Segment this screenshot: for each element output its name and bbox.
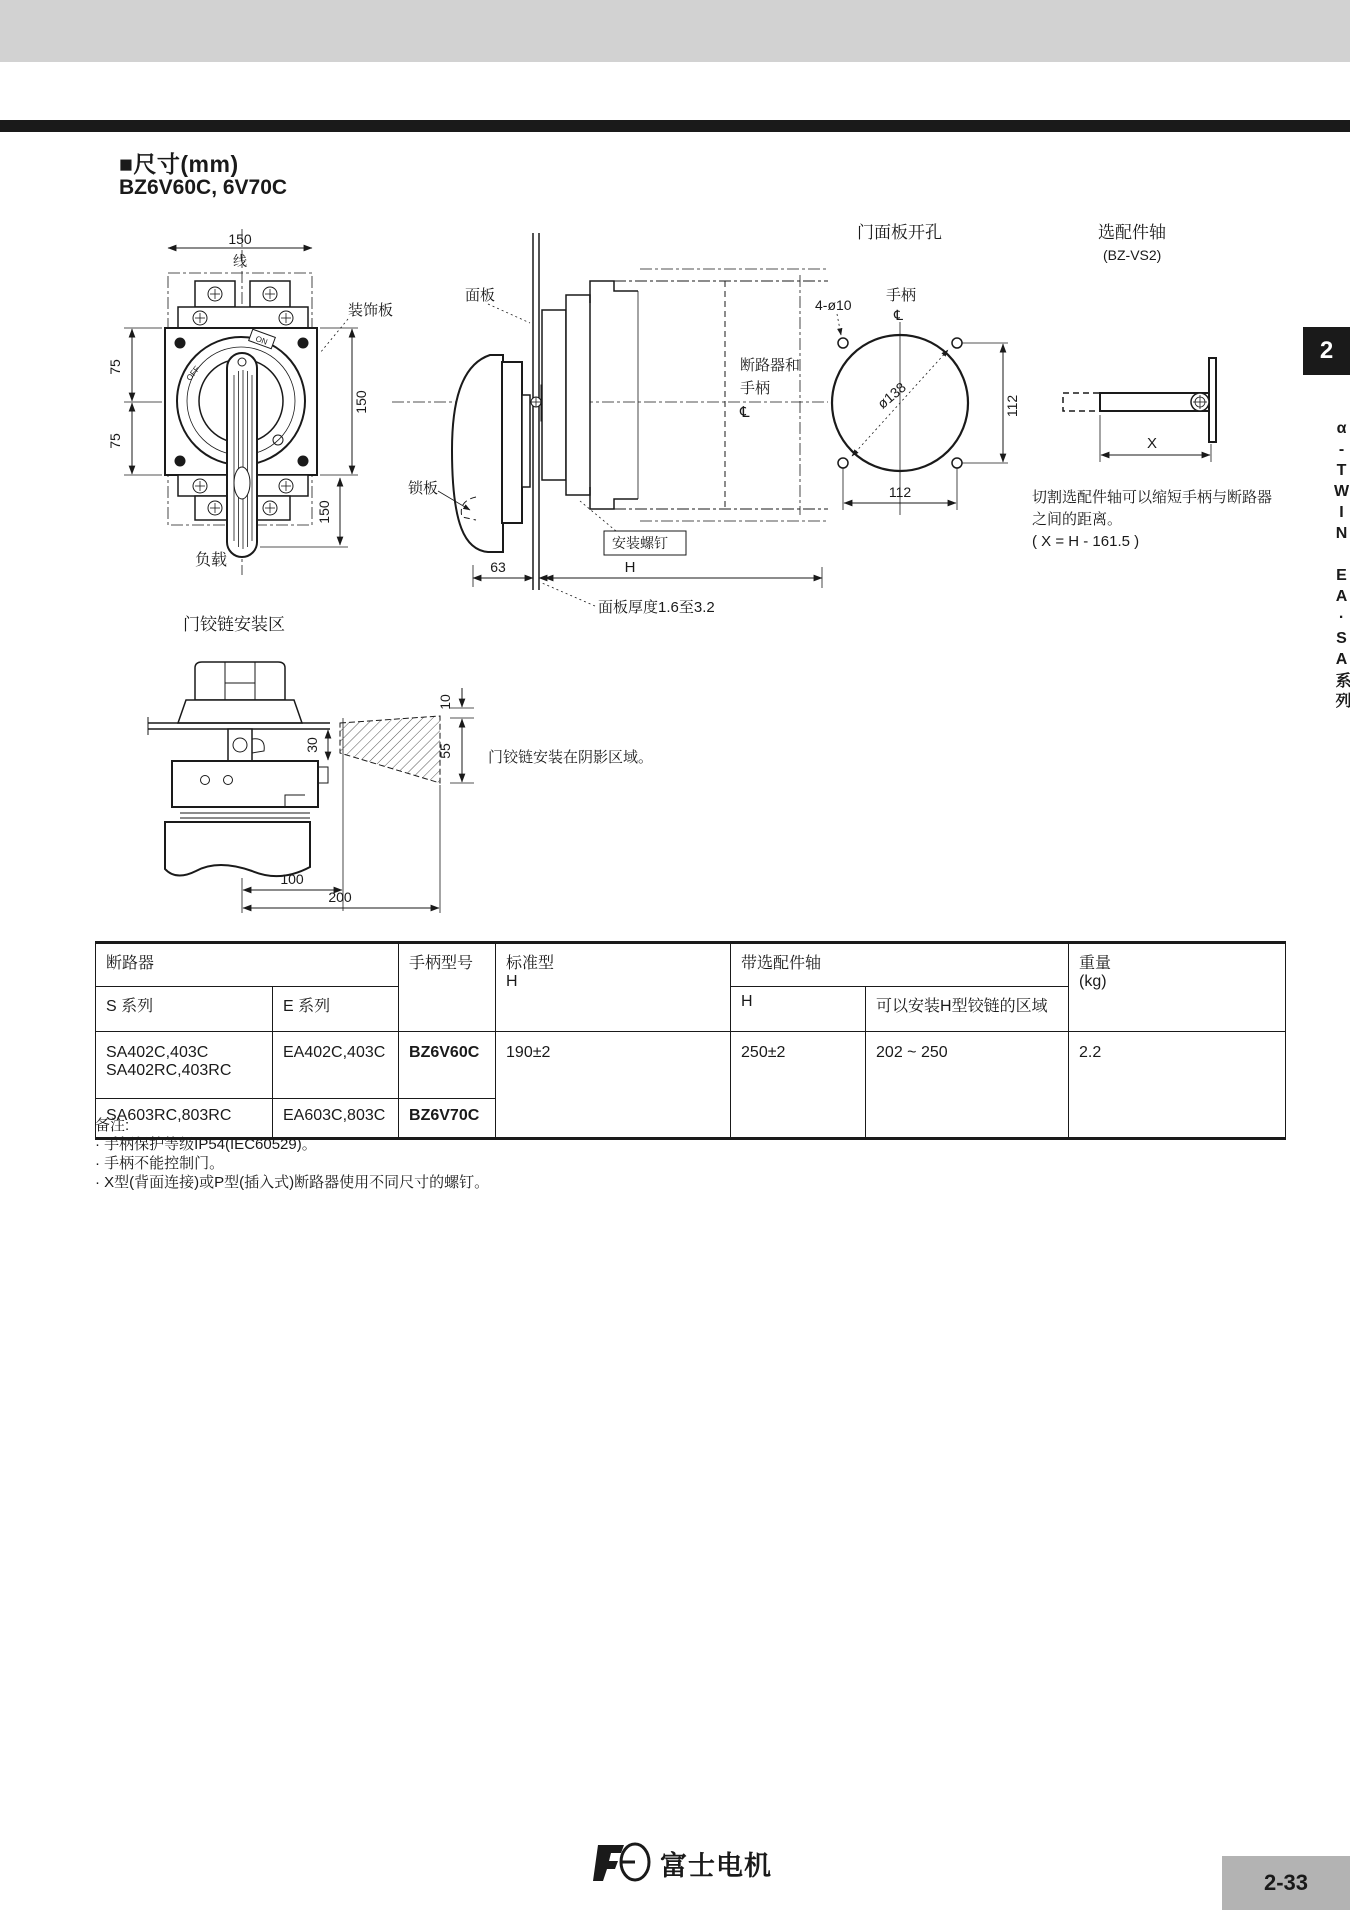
side-dim-h: H: [624, 559, 636, 576]
header-standard: [496, 943, 731, 1032]
header-with-shaft: 带选配件轴: [731, 943, 1069, 987]
header-e-series: E 系列: [273, 987, 399, 1032]
note-item-1: · 手柄保护等级IP54(IEC60529)。: [95, 1136, 317, 1153]
handle-cl-label: 手柄: [886, 287, 917, 304]
breaker-handle-label-2: 手柄: [740, 380, 771, 397]
model-subtitle: BZ6V60C, 6V70C: [119, 176, 288, 199]
holes-label: 4-ø10: [815, 297, 852, 313]
notes-block: [95, 1116, 489, 1192]
front-dim-left-lower: 75: [107, 433, 123, 449]
mount-screw-label: 安装螺钉: [612, 535, 668, 551]
chapter-tab-number: 2: [1319, 337, 1334, 364]
top-gray-band: [0, 0, 1350, 62]
header-weight-label: 重量: [1079, 955, 1112, 972]
front-dim-top: 150: [228, 231, 252, 247]
spec-table: [95, 941, 1286, 1140]
handle-cl-mark: ℄: [894, 307, 903, 323]
breaker-centerline-mark: ℄: [740, 404, 750, 421]
shaft-subtitle: (BZ-VS2): [1103, 247, 1162, 263]
header-standard-h: H: [506, 973, 518, 990]
cell-s-models-1: [96, 1032, 273, 1099]
panel-label: 面板: [465, 287, 496, 304]
lock-plate-label: 锁板: [408, 480, 439, 497]
cell-hinge-range: 202 ~ 250: [866, 1032, 1069, 1139]
front-view-drawing: [100, 225, 430, 585]
cell-handle-1: BZ6V60C: [399, 1032, 496, 1099]
side-view-drawing: [390, 225, 830, 615]
shaft-note-2: 之间的距离。: [1032, 511, 1123, 528]
shaft-title: 选配件轴: [1098, 223, 1166, 242]
chapter-tab: [1303, 327, 1350, 375]
notes-title: 备注:: [95, 1117, 130, 1134]
load-label: 负载: [195, 552, 228, 569]
hinge-dim-55: 55: [437, 743, 453, 759]
page-number: 2-33: [1263, 1870, 1309, 1895]
hinge-dim-100: 100: [280, 871, 304, 887]
header-handle-model: 手柄型号: [399, 943, 496, 1032]
header-s-series: S 系列: [96, 987, 273, 1032]
decorative-plate-label: 装饰板: [348, 302, 394, 319]
cell-e-models-1: EA402C,403C: [273, 1032, 399, 1099]
fuji-logo-icon: [590, 1841, 652, 1885]
header-hinge-range: 可以安装H型铰链的区域: [866, 987, 1069, 1032]
cutout-dim-horizontal: 112: [888, 484, 912, 500]
front-dim-left-upper: 75: [107, 359, 123, 375]
header-weight: [1069, 943, 1286, 1032]
optional-shaft-drawing: [1030, 210, 1290, 560]
hinge-area-drawing: [110, 595, 680, 930]
note-item-2: · 手柄不能控制门。: [95, 1155, 225, 1172]
hinge-dim-30: 30: [304, 737, 320, 753]
cell-standard-h: 190±2: [496, 1032, 731, 1139]
panel-thickness-label: 面板厚度1.6至3.2: [598, 599, 715, 615]
hinge-note: 门铰链安装在阴影区域。: [488, 749, 654, 766]
cutout-diameter: ø138: [874, 378, 909, 412]
shaft-note-3: ( X = H - 161.5 ): [1032, 533, 1140, 550]
page-title: ■尺寸(mm): [119, 151, 239, 177]
side-dim-63: 63: [490, 559, 506, 575]
s-model-line2: SA402RC,403RC: [106, 1062, 232, 1079]
front-dim-top-note: 线: [233, 253, 247, 269]
dial-off-label: OFF: [184, 364, 202, 383]
hinge-dim-200: 200: [328, 889, 352, 905]
cell-s-models-2: SA603RC,803RC: [96, 1099, 273, 1139]
breaker-handle-label-1: 断路器和: [740, 357, 801, 374]
brand-name: 富士电机: [660, 1850, 772, 1881]
hinge-title: 门铰链安装区: [183, 615, 285, 634]
shaft-note-1: 切割选配件轴可以缩短手柄与断路器: [1032, 489, 1273, 506]
section-rule: [0, 120, 1350, 132]
cutout-dim-vertical: 112: [1004, 394, 1020, 418]
cell-shaft-h: 250±2: [731, 1032, 866, 1139]
footer-brand: [590, 1841, 772, 1885]
page-number-box: [1222, 1856, 1350, 1910]
hinge-dim-10: 10: [437, 694, 453, 710]
front-dim-right: 150: [353, 390, 369, 414]
door-cutout-title: 门面板开孔: [857, 223, 942, 242]
note-item-3: · X型(背面连接)或P型(插入式)断路器使用不同尺寸的螺钉。: [95, 1174, 490, 1191]
front-dim-lower-right: 150: [316, 500, 332, 524]
door-cutout-drawing: [810, 210, 1060, 530]
header-shaft-h: H: [731, 987, 866, 1032]
header-standard-type: 标准型: [506, 955, 555, 972]
series-vertical-label: α-TWIN EA·SA系列: [1333, 420, 1350, 712]
dial-on-label: ON: [254, 334, 269, 347]
cell-handle-2: BZ6V70C: [399, 1099, 496, 1139]
shaft-dim-x: X: [1146, 435, 1158, 452]
s-model-line1: SA402C,403C: [106, 1044, 209, 1061]
header-weight-unit: (kg): [1079, 973, 1107, 990]
cell-weight: 2.2: [1069, 1032, 1286, 1139]
header-breaker: 断路器: [96, 943, 399, 987]
cell-e-models-2: EA603C,803C: [273, 1099, 399, 1139]
